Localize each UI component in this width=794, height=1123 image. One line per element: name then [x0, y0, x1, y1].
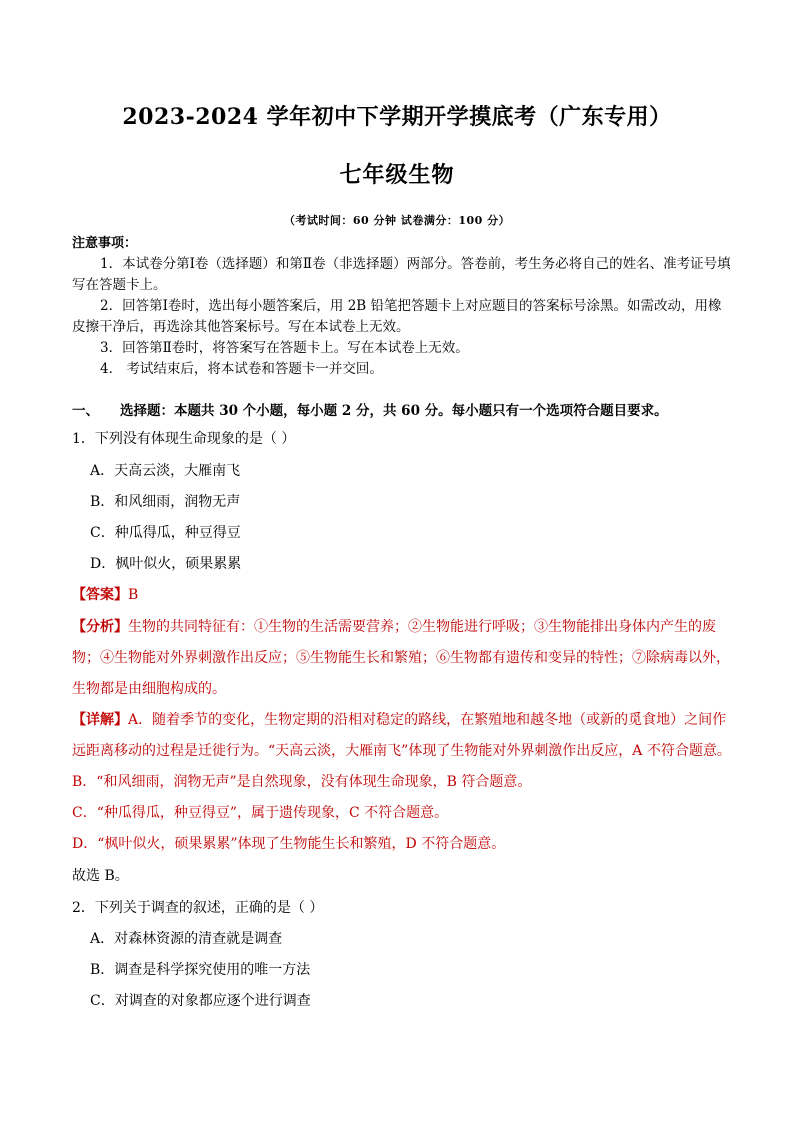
question-2-option-a: A．对森林资源的清查就是调查: [90, 931, 283, 947]
question-1-option-c: C．种瓜得瓜，种豆得豆: [90, 525, 241, 541]
question-1-detail-c: C．“种瓜得瓜，种豆得豆”，属于遗传现象，C 不符合题意。: [72, 805, 449, 821]
detail-tag: 【详解】: [72, 712, 128, 728]
question-2-option-b: B．调查是科学探究使用的唯一方法: [90, 962, 311, 978]
exam-subtitle: 七年级生物: [339, 162, 455, 188]
detail-line-a: A．随着季节的变化，生物定期的沿相对稳定的路线，在繁殖地和越冬地（或新的觅食地）之间作远距离移动的过程是迁徙行为。“天高云淡，大雁南飞”体现了生物能对外界刺激作出反应，A 不符合题意。: [72, 712, 731, 759]
section-heading: [72, 399, 752, 419]
section-number: 一、: [72, 403, 99, 419]
question-1-analysis: [72, 612, 734, 705]
notice-item-1: 1．本试卷分第Ⅰ卷（选择题）和第Ⅱ卷（非选择题）两部分。答卷前，考生务必将自己的姓名、准考证号填写在答题卡上。: [72, 256, 731, 293]
notice-item-4: 4． 考试结束后，将本试卷和答题卡一并交回。: [100, 361, 383, 377]
question-1-stem: 1．下列没有体现生命现象的是（ ）: [72, 431, 296, 447]
question-1-detail-a: [72, 705, 734, 767]
question-1-detail-b: B．“和风细雨，润物无声”是自然现象，没有体现生命现象，B 符合题意。: [72, 774, 532, 790]
analysis-tag: 【分析】: [72, 619, 128, 635]
exam-info: （考试时间：60 分钟 试卷满分：100 分）: [283, 214, 511, 227]
question-1-conclusion: 故选 B。: [72, 868, 129, 884]
notice-heading: 注意事项：: [72, 236, 138, 251]
section-text: 选择题：本题共 30 个小题，每小题 2 分，共 60 分。每小题只有一个选项符合题目要求。: [120, 403, 668, 419]
analysis-text: 生物的共同特征有：①生物的生活需要营养；②生物能进行呼吸；③生物能排出身体内产生的废物；④生物能对外界刺激作出反应；⑤生物能生长和繁殖；⑥生物都有遗传和变异的特性；⑦除病毒以外，生物都是由细胞构成的。: [72, 619, 730, 697]
answer-tag: 【答案】: [72, 587, 128, 603]
question-1-option-d: D．枫叶似火，硕果累累: [90, 556, 242, 572]
question-1-detail-d: D．“枫叶似火，硕果累累”体现了生物能生长和繁殖，D 不符合题意。: [72, 836, 506, 852]
exam-title: 2023-2024 学年初中下学期开学摸底考（广东专用）: [122, 104, 672, 130]
notice-item-2: 2．回答第Ⅰ卷时，选出每小题答案后，用 2B 铅笔把答题卡上对应题目的答案标号涂黑。如需改动，用橡皮擦干净后，再选涂其他答案标号。写在本试卷上无效。: [72, 298, 722, 335]
notice-item-3: 3．回答第Ⅱ卷时，将答案写在答题卡上。写在本试卷上无效。: [100, 340, 469, 356]
question-2-option-c: C．对调查的对象都应逐个进行调查: [90, 993, 311, 1009]
question-1-option-a: A．天高云淡，大雁南飞: [90, 463, 241, 479]
answer-value: B: [128, 587, 139, 603]
question-2-stem: 2．下列关于调查的叙述，正确的是（ ）: [72, 900, 324, 916]
question-1-option-b: B．和风细雨，润物无声: [90, 494, 241, 510]
question-1-answer: [72, 580, 734, 611]
